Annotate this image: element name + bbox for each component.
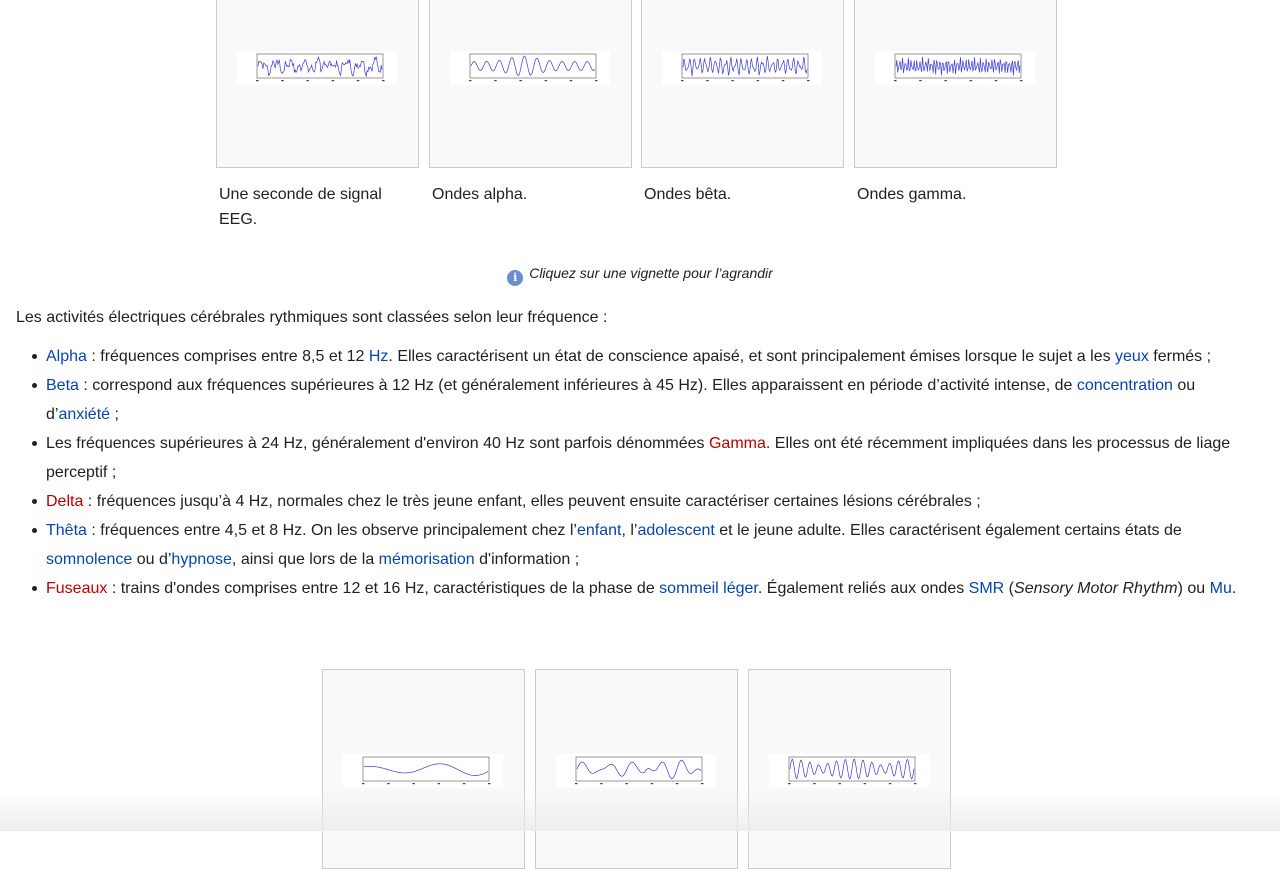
link-yeux[interactable]: yeux [1115, 348, 1149, 365]
text-fuseaux-1: : trains d'ondes comprises entre 12 et 16 Hz, caractéristiques de la phase de [107, 580, 660, 597]
thumbnail-delta-waves[interactable] [322, 669, 525, 869]
thumbnail-gamma-waves[interactable] [854, 0, 1057, 168]
link-somnolence[interactable]: somnolence [46, 551, 133, 568]
signal-plot-beta [662, 51, 822, 85]
text-fuseaux-3: ( [1004, 580, 1015, 597]
link-adolescent[interactable]: adolescent [637, 522, 715, 539]
thumbnail-eeg-signal[interactable] [216, 0, 419, 168]
signal-plot-theta [556, 754, 716, 788]
text-theta-2: , l’ [621, 522, 638, 539]
signal-plot-spindle [769, 754, 929, 788]
link-concentration[interactable]: concentration [1076, 377, 1173, 394]
link-fuseaux[interactable]: Fuseaux [46, 580, 108, 597]
link-beta[interactable]: Beta [46, 377, 79, 394]
list-item-gamma [46, 429, 1256, 487]
signal-plot-delta [343, 754, 503, 788]
link-theta[interactable]: Thêta [46, 522, 87, 539]
smr-full-name: Sensory Motor Rhythm [1014, 580, 1178, 597]
signal-plot-eeg [237, 51, 397, 85]
list-item-delta [46, 487, 1256, 516]
text-theta-4: ou d’ [132, 551, 172, 568]
signal-plot-gamma [875, 51, 1035, 85]
thumbnail-beta-waves[interactable] [641, 0, 844, 168]
text-alpha-1: : fréquences comprises entre 8,5 et 12 [86, 348, 369, 365]
caption-alpha-waves: Ondes alpha. [432, 186, 528, 203]
link-sommeil-leger[interactable]: sommeil léger [659, 580, 758, 597]
caption-beta-waves: Ondes bêta. [644, 186, 732, 203]
text-gamma-2: . Elles ont été récemment impliquées dans les processus de liage perceptif ; [46, 435, 1231, 481]
link-anxiete[interactable]: anxiété [58, 406, 111, 423]
list-item-fuseaux [46, 574, 1256, 603]
text-delta-1: : fréquences jusqu’à 4 Hz, normales chez le très jeune enfant, elles peuvent ensuite caractériser certaines lésions cérébrales ; [83, 493, 981, 510]
text-beta-3: ; [110, 406, 119, 423]
link-enfant[interactable]: enfant [576, 522, 622, 539]
link-mu[interactable]: Mu [1209, 580, 1232, 597]
text-gamma-1: Les fréquences supérieures à 24 Hz, généralement d'environ 40 Hz sont parfois dénommées [46, 435, 709, 452]
caption-eeg-signal: Une seconde de signal EEG. [219, 186, 382, 228]
thumbnail-theta-waves[interactable] [535, 669, 738, 869]
text-theta-1: : fréquences entre 4,5 et 8 Hz. On les observe principalement chez l’ [86, 522, 577, 539]
text-theta-5: , ainsi que lors de la [231, 551, 379, 568]
link-gamma[interactable]: Gamma [708, 435, 766, 452]
text-alpha-2: . Elles caractérisent un état de conscience apaisé, et sont principalement émises lorsque le sujet a les [388, 348, 1116, 365]
list-item-beta [46, 371, 1256, 429]
caption-gamma-waves: Ondes gamma. [857, 186, 967, 203]
text-fuseaux-2: . Également reliés aux ondes [757, 580, 969, 597]
link-smr[interactable]: SMR [968, 580, 1005, 597]
text-beta-2: ou d’ [46, 377, 1196, 423]
gallery-hint [0, 265, 1280, 286]
frequency-band-list [16, 342, 1256, 603]
text-alpha-3: fermés ; [1148, 348, 1212, 365]
link-hz[interactable]: Hz [368, 348, 389, 365]
list-item-theta [46, 516, 1256, 574]
thumbnail-alpha-waves[interactable] [429, 0, 632, 168]
text-beta-1: : correspond aux fréquences supérieures à 12 Hz (et généralement inférieures à 45 Hz). Elles apparaissent en période d’activité intense, de [78, 377, 1077, 394]
text-fuseaux-4: ) ou [1177, 580, 1210, 597]
signal-plot-alpha [450, 51, 610, 85]
text-theta-3: et le jeune adulte. Elles caractérisent également certains états de [714, 522, 1182, 539]
link-alpha[interactable]: Alpha [46, 348, 87, 365]
text-theta-6: d'information ; [474, 551, 580, 568]
thumbnail-spindle-waves[interactable] [748, 669, 951, 869]
intro-paragraph: Les activités électriques cérébrales rythmiques sont classées selon leur fréquence : [16, 309, 608, 326]
link-delta[interactable]: Delta [46, 493, 84, 510]
link-memorisation[interactable]: mémorisation [378, 551, 475, 568]
gallery-hint-text: Cliquez sur une vignette pour l’agrandir [529, 265, 773, 281]
link-hypnose[interactable]: hypnose [171, 551, 232, 568]
info-icon: i [507, 270, 523, 286]
text-fuseaux-5: . [1231, 580, 1237, 597]
list-item-alpha [46, 342, 1256, 371]
